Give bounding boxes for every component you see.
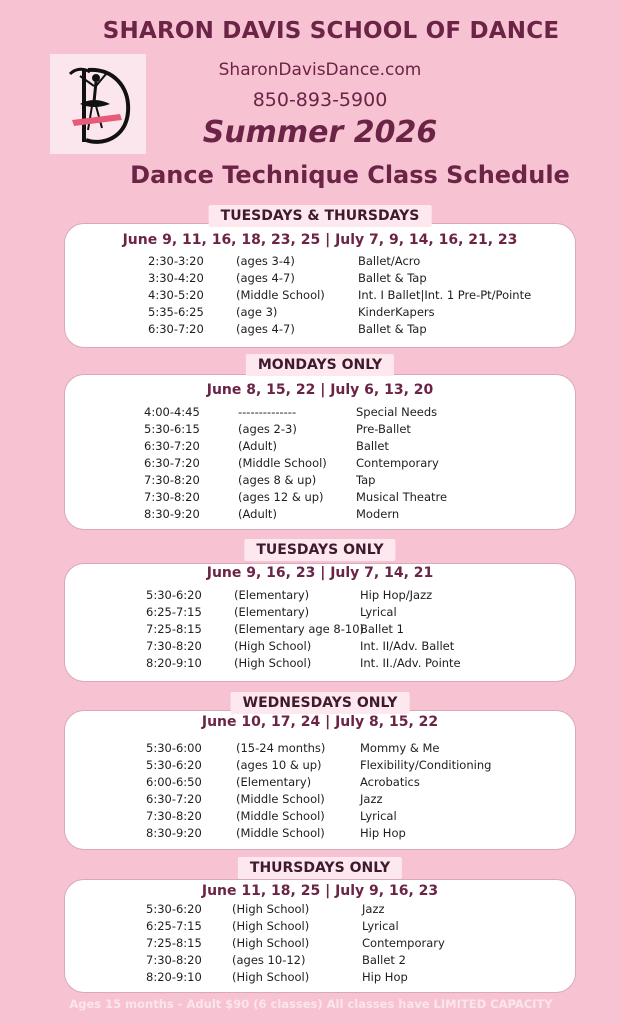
class-style: Int. II./Adv. Pointe <box>360 656 461 670</box>
footer-note: Ages 15 months - Adult $90 (6 classes) All classes have LIMITED CAPACITY <box>69 997 553 1011</box>
class-group: (age 3) <box>236 305 278 319</box>
website-link[interactable]: SharonDavisDance.com <box>218 60 422 80</box>
section-title: TUESDAYS ONLY <box>244 539 395 561</box>
class-style: Int. II/Adv. Ballet <box>360 639 455 653</box>
class-group: -------------- <box>238 405 297 419</box>
class-time: 8:20-9:10 <box>146 656 202 670</box>
class-time: 6:30-7:20 <box>144 456 200 470</box>
class-group: (ages 8 & up) <box>238 473 317 487</box>
class-style: Musical Theatre <box>356 490 448 504</box>
schedule-subtitle: Dance Technique Class Schedule <box>130 161 570 189</box>
class-time: 8:20-9:10 <box>146 970 202 984</box>
section-title: MONDAYS ONLY <box>246 354 394 376</box>
class-style: Hip Hop/Jazz <box>360 588 433 602</box>
class-group: (Elementary) <box>234 605 310 619</box>
class-style: Flexibility/Conditioning <box>360 758 492 772</box>
class-group: (Middle School) <box>236 809 325 823</box>
class-group: (High School) <box>234 656 312 670</box>
class-time: 7:30-8:20 <box>146 953 202 967</box>
class-style: Pre-Ballet <box>356 422 411 436</box>
class-style: Contemporary <box>356 456 439 470</box>
class-style: Ballet 2 <box>362 953 406 967</box>
section-dates: June 10, 17, 24 | July 8, 15, 22 <box>201 714 439 730</box>
class-style: Special Needs <box>356 405 438 419</box>
class-time: 4:30-5:20 <box>148 288 204 302</box>
class-style: Mommy & Me <box>360 741 440 755</box>
class-style: Modern <box>356 507 400 521</box>
ballerina-logo-icon <box>50 54 146 154</box>
school-name: SHARON DAVIS SCHOOL OF DANCE <box>102 18 560 44</box>
class-group: (High School) <box>234 639 312 653</box>
class-group: (ages 10 & up) <box>236 758 322 772</box>
class-group: (ages 4-7) <box>236 271 295 285</box>
logo <box>50 54 146 154</box>
class-time: 5:30-6:20 <box>146 902 202 916</box>
class-group: (Middle School) <box>238 456 327 470</box>
class-group: (ages 2-3) <box>238 422 297 436</box>
class-group: (Elementary) <box>234 588 310 602</box>
class-time: 6:00-6:50 <box>146 775 202 789</box>
class-style: Lyrical <box>360 809 397 823</box>
season-title: Summer 2026 <box>202 115 438 150</box>
class-time: 2:30-3:20 <box>148 254 204 268</box>
section-tuesdays <box>64 537 576 682</box>
section-tuesdays-thursdays <box>64 203 576 348</box>
class-group: (High School) <box>232 936 310 950</box>
class-style: Ballet & Tap <box>358 271 427 285</box>
section-title: THURSDAYS ONLY <box>238 857 402 879</box>
class-time: 3:30-4:20 <box>148 271 204 285</box>
section-dates: June 8, 15, 22 | July 6, 13, 20 <box>206 382 434 398</box>
class-time: 7:30-8:20 <box>144 473 200 487</box>
class-group: (ages 10-12) <box>232 953 306 967</box>
section-title: TUESDAYS & THURSDAYS <box>209 205 432 227</box>
class-style: Hip Hop <box>362 970 408 984</box>
class-group: (High School) <box>232 919 310 933</box>
section-dates: June 9, 11, 16, 18, 23, 25 | July 7, 9, 14, 16, 21, 23 <box>122 232 518 248</box>
class-style: Ballet 1 <box>360 622 404 636</box>
class-style: Jazz <box>362 902 385 916</box>
class-group: (Elementary) <box>236 775 312 789</box>
class-style: Ballet <box>356 439 389 453</box>
class-style: KinderKapers <box>358 305 435 319</box>
class-time: 8:30-9:20 <box>146 826 202 840</box>
class-time: 4:00-4:45 <box>144 405 200 419</box>
class-style: Acrobatics <box>360 775 420 789</box>
section-wednesdays <box>64 690 576 850</box>
class-time: 6:30-7:20 <box>146 792 202 806</box>
class-style: Jazz <box>360 792 383 806</box>
class-group: (ages 4-7) <box>236 322 295 336</box>
class-style: Tap <box>356 473 376 487</box>
class-style: Lyrical <box>360 605 397 619</box>
class-time: 5:35-6:25 <box>148 305 204 319</box>
class-time: 5:30-6:20 <box>146 588 202 602</box>
class-time: 5:30-6:15 <box>144 422 200 436</box>
class-style: Int. I Ballet|Int. 1 Pre-Pt/Pointe <box>358 288 532 302</box>
class-style: Contemporary <box>362 936 445 950</box>
class-group: (ages 12 & up) <box>238 490 324 504</box>
class-time: 6:30-7:20 <box>144 439 200 453</box>
class-group: (ages 3-4) <box>236 254 295 268</box>
class-time: 5:30-6:20 <box>146 758 202 772</box>
class-group: (Middle School) <box>236 826 325 840</box>
class-time: 6:25-7:15 <box>146 919 202 933</box>
phone-number: 850-893-5900 <box>252 89 388 111</box>
class-group: (Adult) <box>238 507 277 521</box>
section-title: WEDNESDAYS ONLY <box>231 692 410 714</box>
section-thursdays <box>64 855 576 993</box>
class-group: (Elementary age 8-10) <box>234 622 364 636</box>
class-style: Ballet/Acro <box>358 254 421 268</box>
class-group: (High School) <box>232 902 310 916</box>
class-time: 7:25-8:15 <box>146 622 202 636</box>
class-time: 8:30-9:20 <box>144 507 200 521</box>
class-style: Hip Hop <box>360 826 406 840</box>
class-time: 5:30-6:00 <box>146 741 202 755</box>
class-group: (15-24 months) <box>236 741 326 755</box>
section-mondays <box>64 352 576 530</box>
class-time: 7:25-8:15 <box>146 936 202 950</box>
class-group: (Middle School) <box>236 288 325 302</box>
class-style: Lyrical <box>362 919 399 933</box>
section-dates: June 11, 18, 25 | July 9, 16, 23 <box>201 883 439 899</box>
class-time: 7:30-8:20 <box>146 639 202 653</box>
class-style: Ballet & Tap <box>358 322 427 336</box>
class-time: 7:30-8:20 <box>144 490 200 504</box>
class-group: (Adult) <box>238 439 277 453</box>
class-time: 6:30-7:20 <box>148 322 204 336</box>
class-time: 6:25-7:15 <box>146 605 202 619</box>
section-dates: June 9, 16, 23 | July 7, 14, 21 <box>206 565 434 581</box>
class-group: (High School) <box>232 970 310 984</box>
class-time: 7:30-8:20 <box>146 809 202 823</box>
class-group: (Middle School) <box>236 792 325 806</box>
